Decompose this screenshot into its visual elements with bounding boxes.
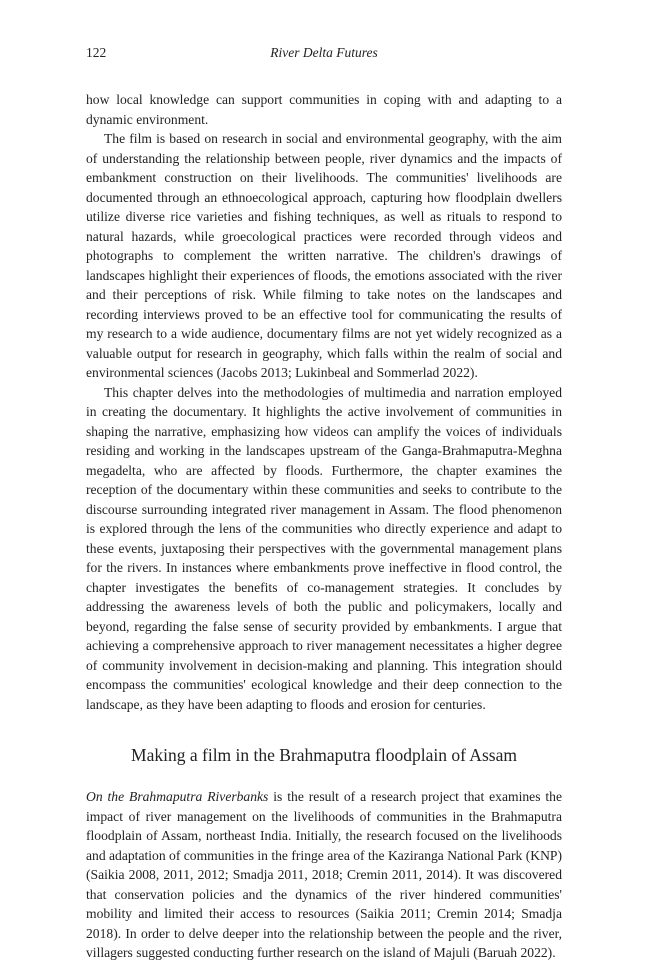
section-heading: Making a film in the Brahmaputra floodplain of Assam bbox=[131, 745, 517, 765]
body-text bbox=[86, 90, 562, 963]
film-title: On the Brahmaputra Riverbanks bbox=[86, 789, 269, 804]
page-header bbox=[86, 45, 562, 65]
running-title: River Delta Futures bbox=[270, 45, 378, 60]
page-number: 122 bbox=[86, 45, 107, 60]
paragraph-continuation: how local knowledge can support communities in coping with and adapting to a dynamic environment. bbox=[86, 92, 562, 127]
paragraph-section-intro bbox=[86, 787, 562, 963]
paragraph-film-research: The film is based on research in social and environmental geography, with the aim of understanding the relationship between people, river dynamics and the impacts of embankment construction on their livelihoods. The communities' livelihoods are documented through an ethnoecological approach, capturing how floodplain dwellers utilize diverse rice varieties and fishing techniques, as well as rituals to respond to natural hazards, while groecological practices were recorded through videos and photographs to complement the written narrative. The children's drawings of landscapes highlight their experiences of floods, the emotions associated with the river and their perceptions of risk. While filming to take notes on the landscapes and recording interviews proved to be an effective tool for communicating the results of my research to a wide audience, documentary films are not yet widely recognized as a valuable output for research in geography, which falls within the realm of social and environmental sciences (Jacobs 2013; Lukinbeal and Sommerlad 2022). bbox=[86, 131, 562, 380]
paragraph-chapter-overview: This chapter delves into the methodologies of multimedia and narration employed in creating the documentary. It highlights the active involvement of communities in shaping the narrative, emphasizing how videos can amplify the voices of individuals residing and working in the landscapes upstream of the Ganga-Brahmaputra-Meghna megadelta, who are affected by floods. Furthermore, the chapter examines the reception of the documentary within these communities and seeks to contribute to the discourse surrounding integrated river management in Assam. The flood phenomenon is explored through the lens of the communities who directly experience and adapt to these events, juxtaposing their perspectives with the governmental management plans for the rivers. In instances where embankments prove ineffective in flood control, the chapter investigates the benefits of co-management strategies. It concludes by addressing the awareness levels of both the public and policymakers, locally and beyond, regarding the false sense of security provided by embankments. I argue that achieving a comprehensive approach to river management necessitates a higher degree of community involvement in decision-making and planning. This integration should encompass the communities' ecological knowledge and their deep connection to the landscape, as they have been adapting to floods and erosion for centuries. bbox=[86, 384, 562, 712]
paragraph-section-text: is the result of a research project that examines the impact of river management on the livelihoods of communities in the Brahmaputra floodplain of Assam, northeast India. Initially, the research focused on the livelihoods and adaptation of communities in the fringe area of the Kaziranga National Park (KNP) (Saikia 2008, 2011, 2012; Smadja 2011, 2018; Cremin 2011, 2014). It was discovered that conservation policies and the dynamics of the river hindered communities' mobility and limited their access to resources (Saikia 2011; Cremin 2014; Smadja 2018). In order to delve deeper into the relationship between the people and the river, villagers suggested conducting further research on the island of Majuli (Baruah 2022). bbox=[86, 789, 563, 960]
